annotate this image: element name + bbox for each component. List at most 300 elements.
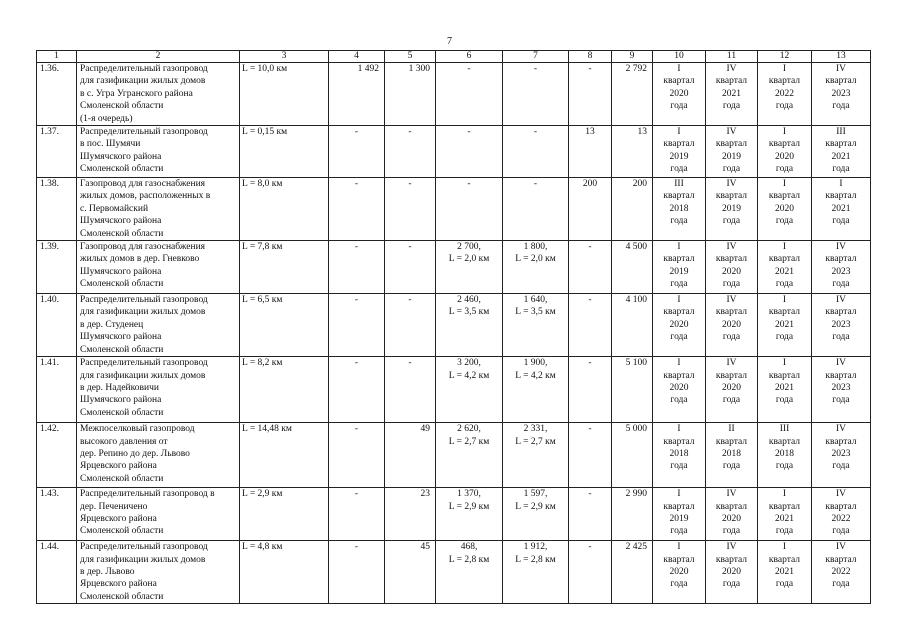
cell-line: жилых домов, расположенных в <box>80 191 211 202</box>
cell-line: года <box>775 461 794 472</box>
funding-c7 <box>503 488 569 541</box>
funding-c4 <box>329 423 385 488</box>
cell-line: 2 331, <box>523 424 548 435</box>
cell-line: Распределительный газопровод в <box>80 489 215 500</box>
cell-line: Смоленской области <box>80 526 164 537</box>
cell-line: 2022 <box>775 88 794 99</box>
cell-line: года <box>775 216 794 227</box>
row-number: 1.37. <box>37 126 77 178</box>
object-description <box>77 488 240 541</box>
cell-line: - <box>408 179 412 190</box>
table-body <box>37 63 871 604</box>
cell-line: Смоленской области <box>80 344 164 355</box>
funding-c5 <box>385 488 436 541</box>
column-header-13: 13 <box>812 51 871 63</box>
schedule-quarter-12 <box>758 241 812 294</box>
pipeline-length: L = 2,9 км <box>240 488 329 541</box>
cell-line: квартал <box>768 501 801 512</box>
cell-line: 1 300 <box>408 64 430 74</box>
cell-line: года <box>670 216 688 227</box>
cell-line: Шумячского района <box>80 395 162 406</box>
gas-pipeline-schedule-table <box>36 50 871 604</box>
cell-line: Смоленской области <box>80 473 164 484</box>
cell-line: IV <box>835 542 847 553</box>
funding-c9 <box>612 488 653 541</box>
schedule-quarter-10 <box>653 357 706 423</box>
schedule-quarter-12 <box>758 423 812 488</box>
cell-line: L = 2,8 км <box>515 554 556 565</box>
cell-line: - <box>354 242 359 253</box>
cell-line: года <box>832 526 850 537</box>
cell-line: III <box>674 179 684 190</box>
table-row <box>37 241 871 294</box>
cell-line: года <box>670 461 688 472</box>
column-header-9: 9 <box>612 51 653 63</box>
cell-line: квартал <box>663 370 695 381</box>
cell-line: жилых домов в дер. Гневково <box>80 254 200 265</box>
schedule-quarter-12 <box>758 294 812 357</box>
cell-line: квартал <box>663 139 695 150</box>
cell-line: 2020 <box>669 319 689 330</box>
cell-line: 5 100 <box>625 358 647 369</box>
cell-line: - <box>354 295 359 306</box>
pipeline-length: L = 8,0 км <box>240 178 329 241</box>
funding-c9 <box>612 178 653 241</box>
cell-line: дер. Печеничено <box>80 501 148 512</box>
cell-line: для газификации жилых домов <box>80 554 206 565</box>
cell-line: квартал <box>768 191 801 202</box>
cell-line: квартал <box>663 436 695 447</box>
funding-c4 <box>329 241 385 294</box>
column-header-1: 1 <box>37 51 77 63</box>
cell-line: года <box>832 461 850 472</box>
cell-line: 4 500 <box>625 242 647 253</box>
funding-c9 <box>612 294 653 357</box>
cell-line: квартал <box>715 307 748 318</box>
schedule-quarter-10 <box>653 126 706 178</box>
cell-line: года <box>775 395 794 406</box>
cell-line: 2023 <box>831 448 851 459</box>
schedule-quarter-11 <box>706 294 758 357</box>
schedule-quarter-11 <box>706 178 758 241</box>
funding-c4 <box>329 541 385 604</box>
funding-c9 <box>612 423 653 488</box>
schedule-quarter-13 <box>812 241 871 294</box>
table-row <box>37 488 871 541</box>
cell-line: Шумячского района <box>80 151 162 162</box>
table-row <box>37 178 871 241</box>
cell-line: - <box>533 179 538 190</box>
cell-line: квартал <box>663 254 695 265</box>
cell-line: 2023 <box>831 319 851 330</box>
funding-c6 <box>436 294 503 357</box>
schedule-quarter-11 <box>706 241 758 294</box>
cell-line: высокого давления от <box>80 436 168 447</box>
cell-line: 2019 <box>722 203 741 214</box>
row-number: 1.38. <box>37 178 77 241</box>
cell-line: 5 000 <box>625 424 647 435</box>
cell-line: I <box>782 295 787 306</box>
cell-line: 23 <box>420 489 430 500</box>
cell-line: года <box>670 526 688 537</box>
cell-line: квартал <box>663 307 695 318</box>
pipeline-length: L = 14,48 км <box>240 423 329 488</box>
column-header-5: 5 <box>385 51 436 63</box>
column-header-2: 2 <box>77 51 240 63</box>
funding-c4 <box>329 126 385 178</box>
cell-line: IV <box>835 242 847 253</box>
cell-line: I <box>839 179 843 190</box>
funding-c6 <box>436 488 503 541</box>
table-row <box>37 294 871 357</box>
pipeline-length: L = 8,2 км <box>240 357 329 423</box>
funding-c4 <box>329 178 385 241</box>
funding-c6 <box>436 541 503 604</box>
cell-line: IV <box>835 295 847 306</box>
cell-line: 2 792 <box>625 64 647 74</box>
cell-line: IV <box>726 489 737 500</box>
table-row <box>37 357 871 423</box>
cell-line: квартал <box>663 191 695 202</box>
funding-c9 <box>612 241 653 294</box>
cell-line: L = 2,8 км <box>448 554 490 565</box>
column-header-10: 10 <box>653 51 706 63</box>
cell-line: Шумячского района <box>80 332 162 343</box>
cell-line: IV <box>726 127 737 138</box>
funding-c8 <box>569 357 612 423</box>
cell-line: квартал <box>825 501 857 512</box>
schedule-quarter-11 <box>706 488 758 541</box>
funding-c8 <box>569 488 612 541</box>
cell-line: года <box>775 164 794 175</box>
cell-line: 1 370, <box>457 489 481 500</box>
cell-line: - <box>588 358 592 369</box>
cell-line: I <box>782 179 787 190</box>
funding-c7 <box>503 294 569 357</box>
cell-line: 2020 <box>775 203 794 214</box>
cell-line: I <box>677 242 681 253</box>
funding-c6 <box>436 423 503 488</box>
cell-line: 2018 <box>669 203 689 214</box>
schedule-quarter-11 <box>706 126 758 178</box>
row-number: 1.40. <box>37 294 77 357</box>
schedule-quarter-11 <box>706 423 758 488</box>
cell-line: 2020 <box>669 382 689 393</box>
pipeline-length: L = 10,0 км <box>240 63 329 126</box>
cell-line: Смоленской области <box>80 279 164 290</box>
cell-line: 13 <box>637 127 647 138</box>
cell-line: I <box>677 64 681 74</box>
schedule-quarter-12 <box>758 357 812 423</box>
funding-c5 <box>385 294 436 357</box>
cell-line: 2 460, <box>457 295 481 306</box>
cell-line: 2023 <box>831 88 851 99</box>
cell-line: - <box>588 542 592 553</box>
cell-line: Смоленской области <box>80 101 164 112</box>
funding-c5 <box>385 541 436 604</box>
cell-line: в с. Угра Угранского района <box>80 88 193 99</box>
cell-line: IV <box>835 358 847 369</box>
funding-c9 <box>612 126 653 178</box>
cell-line: квартал <box>825 76 857 87</box>
cell-line: квартал <box>768 554 801 565</box>
cell-line: - <box>354 127 359 138</box>
funding-c7 <box>503 126 569 178</box>
cell-line: - <box>533 64 538 74</box>
cell-line: квартал <box>825 139 857 150</box>
cell-line: L = 3,5 км <box>448 307 490 318</box>
funding-c6 <box>436 63 503 126</box>
cell-line: года <box>670 164 688 175</box>
cell-line: IV <box>726 295 737 306</box>
cell-line: квартал <box>715 436 748 447</box>
cell-line: года <box>722 461 741 472</box>
cell-line: I <box>677 358 681 369</box>
cell-line: 2021 <box>722 88 741 99</box>
cell-line: года <box>722 579 741 590</box>
cell-line: Ярцевского района <box>80 579 157 590</box>
cell-line: - <box>467 179 471 190</box>
funding-c8 <box>569 423 612 488</box>
cell-line: I <box>782 64 787 74</box>
cell-line: - <box>588 242 592 253</box>
cell-line: III <box>836 127 846 138</box>
cell-line: I <box>782 489 787 500</box>
header-row <box>37 51 871 63</box>
schedule-quarter-13 <box>812 63 871 126</box>
funding-c8 <box>569 63 612 126</box>
cell-line: 2023 <box>831 266 851 277</box>
cell-line: Ярцевского района <box>80 513 157 524</box>
cell-line: года <box>722 279 741 290</box>
pipeline-length: L = 4,8 км <box>240 541 329 604</box>
cell-line: 2021 <box>831 151 851 162</box>
row-number: 1.41. <box>37 357 77 423</box>
funding-c8 <box>569 178 612 241</box>
cell-line: L = 2,9 км <box>448 501 490 512</box>
schedule-quarter-10 <box>653 541 706 604</box>
cell-line: 45 <box>420 542 430 553</box>
cell-line: квартал <box>825 191 857 202</box>
schedule-quarter-13 <box>812 541 871 604</box>
cell-line: 2020 <box>722 566 741 577</box>
cell-line: квартал <box>663 554 695 565</box>
cell-line: I <box>782 127 787 138</box>
cell-line: квартал <box>663 76 695 87</box>
cell-line: дер. Репино до дер. Львово <box>80 448 190 459</box>
cell-line: 2 990 <box>625 489 647 500</box>
cell-line: года <box>670 332 688 343</box>
cell-line: года <box>832 579 850 590</box>
funding-c6 <box>436 241 503 294</box>
column-header-7: 7 <box>503 51 569 63</box>
cell-line: - <box>588 489 592 500</box>
row-number: 1.44. <box>37 541 77 604</box>
funding-c6 <box>436 126 503 178</box>
object-description <box>77 178 240 241</box>
cell-line: для газификации жилых домов <box>80 76 206 87</box>
cell-line: - <box>588 424 592 435</box>
cell-line: 1 912, <box>523 542 548 553</box>
object-description <box>77 357 240 423</box>
schedule-quarter-12 <box>758 63 812 126</box>
schedule-quarter-13 <box>812 357 871 423</box>
cell-line: квартал <box>663 501 695 512</box>
cell-line: квартал <box>768 76 801 87</box>
cell-line: года <box>722 216 741 227</box>
column-header-12: 12 <box>758 51 812 63</box>
cell-line: Смоленской области <box>80 591 164 602</box>
pipeline-length: L = 0,15 км <box>240 126 329 178</box>
cell-line: - <box>408 295 412 306</box>
schedule-quarter-10 <box>653 178 706 241</box>
cell-line: I <box>677 127 681 138</box>
cell-line: года <box>775 526 794 537</box>
funding-c8 <box>569 126 612 178</box>
cell-line: I <box>677 489 681 500</box>
cell-line: 2020 <box>722 513 741 524</box>
cell-line: - <box>467 64 471 74</box>
cell-line: года <box>722 101 741 112</box>
cell-line: года <box>832 216 850 227</box>
cell-line: 2 620, <box>457 424 481 435</box>
cell-line: - <box>408 242 412 253</box>
cell-line: Распределительный газопровод <box>80 358 208 369</box>
cell-line: 2018 <box>775 448 794 459</box>
cell-line: года <box>775 101 794 112</box>
cell-line: 4 100 <box>625 295 647 306</box>
cell-line: в пос. Шумячи <box>80 139 141 150</box>
cell-line: квартал <box>825 307 857 318</box>
cell-line: года <box>722 164 741 175</box>
cell-line: - <box>588 64 592 74</box>
cell-line: года <box>832 164 850 175</box>
funding-c5 <box>385 178 436 241</box>
row-number: 1.43. <box>37 488 77 541</box>
funding-c6 <box>436 178 503 241</box>
cell-line: 13 <box>585 127 595 138</box>
cell-line: Межпоселковый газопровод <box>80 424 195 435</box>
cell-line: IV <box>835 424 847 435</box>
funding-c7 <box>503 63 569 126</box>
funding-c8 <box>569 294 612 357</box>
cell-line: года <box>775 332 794 343</box>
cell-line: IV <box>726 242 737 253</box>
cell-line: квартал <box>715 76 748 87</box>
object-description <box>77 294 240 357</box>
cell-line: L = 2,7 км <box>515 436 556 447</box>
cell-line: квартал <box>768 307 801 318</box>
cell-line: года <box>722 526 741 537</box>
cell-line: квартал <box>715 501 748 512</box>
schedule-quarter-10 <box>653 241 706 294</box>
cell-line: года <box>775 579 794 590</box>
object-description <box>77 423 240 488</box>
funding-c9 <box>612 541 653 604</box>
funding-c7 <box>503 423 569 488</box>
cell-line: 2019 <box>669 513 689 524</box>
cell-line: 2021 <box>775 513 794 524</box>
cell-line: I <box>677 542 681 553</box>
cell-line: года <box>832 395 850 406</box>
table-row <box>37 126 871 178</box>
cell-line: 2021 <box>775 266 794 277</box>
cell-line: года <box>722 395 741 406</box>
cell-line: Ярцевского района <box>80 461 157 472</box>
cell-line: - <box>467 127 471 138</box>
cell-line: - <box>354 424 359 435</box>
cell-line: квартал <box>768 139 801 150</box>
funding-c9 <box>612 357 653 423</box>
cell-line: в дер. Львово <box>80 566 135 577</box>
funding-c4 <box>329 357 385 423</box>
funding-c5 <box>385 126 436 178</box>
schedule-quarter-13 <box>812 126 871 178</box>
cell-line: квартал <box>768 254 801 265</box>
cell-line: квартал <box>715 254 748 265</box>
cell-line: 2 700, <box>457 242 481 253</box>
schedule-quarter-13 <box>812 488 871 541</box>
cell-line: I <box>782 358 787 369</box>
cell-line: Распределительный газопровод <box>80 127 208 138</box>
cell-line: IV <box>835 489 847 500</box>
cell-line: I <box>677 295 681 306</box>
cell-line: (1-я очередь) <box>80 113 133 124</box>
cell-line: Смоленской области <box>80 164 164 175</box>
cell-line: L = 3,5 км <box>515 307 556 318</box>
cell-line: Смоленской области <box>80 407 164 418</box>
funding-c7 <box>503 241 569 294</box>
cell-line: года <box>670 395 688 406</box>
cell-line: 1 800, <box>523 242 548 253</box>
cell-line: 2022 <box>831 513 851 524</box>
cell-line: года <box>832 101 850 112</box>
table-row <box>37 541 871 604</box>
row-number: 1.42. <box>37 423 77 488</box>
cell-line: IV <box>726 179 737 190</box>
cell-line: 200 <box>632 179 647 190</box>
funding-c6 <box>436 357 503 423</box>
cell-line: Шумячского района <box>80 266 162 277</box>
cell-line: 2020 <box>669 88 689 99</box>
cell-line: 2019 <box>669 266 689 277</box>
cell-line: 2018 <box>722 448 741 459</box>
schedule-quarter-11 <box>706 357 758 423</box>
cell-line: 2022 <box>831 566 851 577</box>
cell-line: - <box>408 127 412 138</box>
cell-line: 2019 <box>722 151 741 162</box>
pipeline-length: L = 7,8 км <box>240 241 329 294</box>
funding-c5 <box>385 241 436 294</box>
object-description <box>77 126 240 178</box>
cell-line: квартал <box>768 436 801 447</box>
schedule-quarter-13 <box>812 294 871 357</box>
cell-line: L = 4,2 км <box>448 370 490 381</box>
cell-line: I <box>782 242 787 253</box>
cell-line: - <box>588 295 592 306</box>
cell-line: 2021 <box>831 203 851 214</box>
cell-line: I <box>782 542 787 553</box>
cell-line: с. Первомайский <box>80 203 149 214</box>
schedule-quarter-12 <box>758 126 812 178</box>
cell-line: - <box>408 358 412 369</box>
cell-line: L = 2,9 км <box>515 501 556 512</box>
cell-line: квартал <box>825 370 857 381</box>
schedule-quarter-11 <box>706 541 758 604</box>
cell-line: 2023 <box>831 382 851 393</box>
cell-line: L = 2,0 км <box>515 254 556 265</box>
cell-line: 468, <box>460 542 478 553</box>
